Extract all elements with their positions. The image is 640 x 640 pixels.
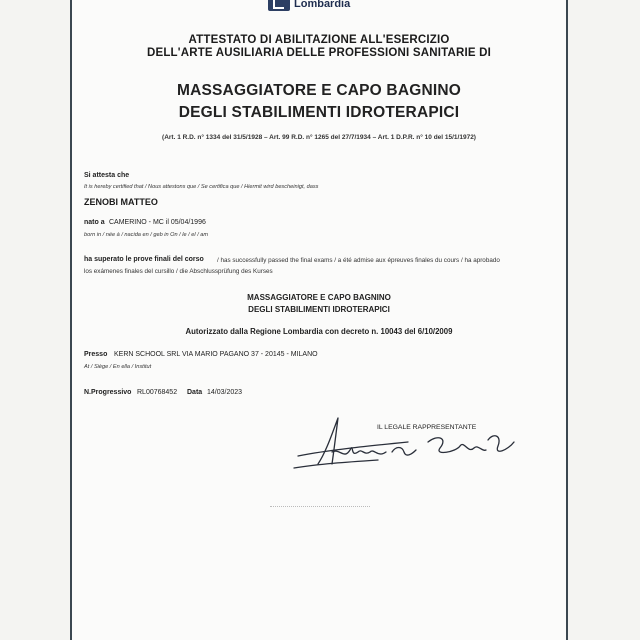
title-line-1: ATTESTATO DI ABILITAZIONE ALL'ESERCIZIO xyxy=(188,34,450,46)
certify-translation: It is hereby certified that / Nous attestons que / Se certifica que / Hiermit wird bescheinigt, dass xyxy=(84,184,319,190)
progressive-label: N.Progressivo xyxy=(84,389,132,396)
signature-label: IL LEGALE RAPPRESENTANTE xyxy=(377,424,477,431)
birth-value: CAMERINO - MC il 05/04/1996 xyxy=(109,219,206,226)
course-line-1: MASSAGGIATORE E CAPO BAGNINO xyxy=(247,293,391,302)
region-logo xyxy=(268,0,350,12)
school-label: Presso xyxy=(84,351,108,358)
progressive-value: RL00768452 xyxy=(137,389,178,396)
certify-label: Si attesta che xyxy=(84,172,130,179)
authorization-decree: Autorizzato dalla Regione Lombardia con decreto n. 10043 del 6/10/2009 xyxy=(185,327,453,336)
lombardia-logo-icon xyxy=(268,0,290,11)
title-line-2: DELL'ARTE AUSILIARIA DELLE PROFESSIONI SANITARIE DI xyxy=(146,47,492,59)
profession-line-2: DEGLI STABILIMENTI IDROTERAPICI xyxy=(178,104,460,121)
school-value: KERN SCHOOL SRL VIA MARIO PAGANO 37 - 20145 - MILANO xyxy=(114,351,318,358)
school-translation: At / Siège / En ella / Institut xyxy=(84,364,152,370)
exams-translation-1: / has successfully passed the final exams / a été admise aux épreuves finales du cours / ha aprobado xyxy=(217,257,500,264)
birth-label: nato a xyxy=(84,219,105,226)
date-label: Data xyxy=(187,389,203,396)
course-line-2: DEGLI STABILIMENTI IDROTERAPICI xyxy=(248,305,390,314)
birth-translation: born in / née à / nacida en / geb in On / le / el / am xyxy=(84,232,209,238)
logo-text: Lombardia xyxy=(294,0,351,10)
exams-translation-2: los exámenes finales del cursillo / die Abschlussprüfung des Kurses xyxy=(84,268,273,275)
exams-label: ha superato le prove finali del corso xyxy=(84,256,204,263)
law-reference: (Art. 1 R.D. n° 1334 del 31/5/1928 – Art. 99 R.D. n° 1265 del 27/7/1934 – Art. 1 D.P.R. n° 10 del 15/1/1972) xyxy=(162,134,476,141)
handwritten-signature xyxy=(288,412,524,474)
profession-line-1: MASSAGGIATORE E CAPO BAGNINO xyxy=(176,82,462,99)
divider xyxy=(270,506,370,507)
date-value: 14/03/2023 xyxy=(207,389,243,396)
holder-name: ZENOBI MATTEO xyxy=(84,197,158,207)
